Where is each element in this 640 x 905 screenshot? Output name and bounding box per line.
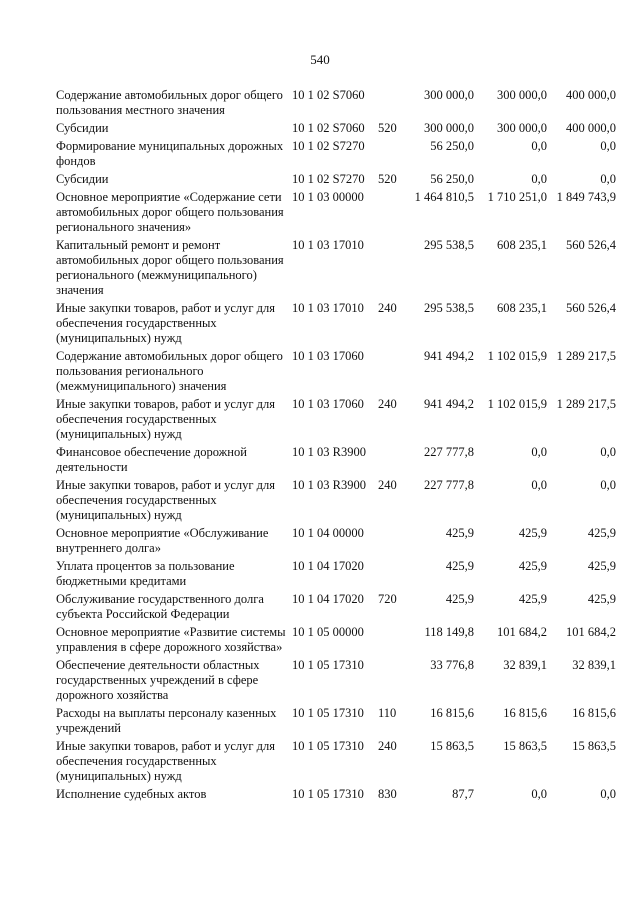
table-row (56, 139, 616, 169)
row-value-year-3: 400 000,0 (566, 88, 616, 102)
row-value-year-2: 608 235,1 (497, 238, 547, 252)
row-value-year-1: 300 000,0 (424, 88, 474, 102)
row-name: Основное мероприятие «Обслуживание внутреннего долга» (56, 526, 269, 555)
row-name: Основное мероприятие «Развитие системы управления в сфере дорожного хозяйства» (56, 625, 286, 654)
table-row (56, 445, 616, 475)
row-value-year-3: 101 684,2 (566, 625, 616, 639)
row-name: Содержание автомобильных дорог общего пользования регионального (межмуниципального) значения (56, 349, 283, 393)
table-row (56, 190, 616, 235)
row-code: 10 1 04 00000 (292, 526, 364, 540)
row-value-year-2: 0,0 (531, 445, 547, 459)
row-value-year-2: 425,9 (518, 592, 547, 606)
row-value-year-2: 300 000,0 (497, 88, 547, 102)
row-value-year-2: 608 235,1 (497, 301, 547, 315)
row-name: Иные закупки товаров, работ и услуг для обеспечения государственных (муниципальных) нужд (56, 739, 276, 783)
row-value-year-3: 1 289 217,5 (556, 349, 616, 363)
table-row (56, 397, 616, 442)
row-value-year-2: 16 815,6 (503, 706, 547, 720)
row-value-year-1: 87,7 (452, 787, 474, 801)
row-name: Исполнение судебных актов (56, 787, 207, 801)
row-name: Уплата процентов за пользование бюджетными кредитами (56, 559, 235, 588)
page-number: 540 (310, 52, 330, 67)
row-value-year-1: 295 538,5 (424, 301, 474, 315)
row-name: Расходы на выплаты персоналу казенных учреждений (56, 706, 277, 735)
row-value-year-1: 425,9 (445, 526, 474, 540)
row-value-year-2: 0,0 (531, 787, 547, 801)
row-value-year-3: 15 863,5 (572, 739, 616, 753)
table-row (56, 658, 616, 703)
row-value-year-1: 941 494,2 (424, 397, 474, 411)
row-name: Основное мероприятие «Содержание сети автомобильных дорог общего пользования регионального значения» (56, 190, 284, 234)
table-row (56, 526, 616, 556)
row-name: Содержание автомобильных дорог общего пользования местного значения (56, 88, 283, 117)
row-value-year-2: 15 863,5 (503, 739, 547, 753)
row-value-year-3: 1 289 217,5 (556, 397, 616, 411)
row-expense-type: 830 (378, 787, 397, 801)
row-value-year-2: 101 684,2 (497, 625, 547, 639)
row-code: 10 1 05 17310 (292, 739, 364, 753)
row-value-year-3: 1 849 743,9 (556, 190, 616, 204)
row-value-year-2: 0,0 (531, 172, 547, 186)
row-code: 10 1 02 S7060 (292, 88, 365, 102)
row-code: 10 1 05 17310 (292, 658, 364, 672)
row-value-year-1: 56 250,0 (430, 172, 474, 186)
row-value-year-1: 16 815,6 (430, 706, 474, 720)
row-code: 10 1 05 17310 (292, 706, 364, 720)
row-expense-type: 520 (378, 121, 397, 135)
row-code: 10 1 04 17020 (292, 592, 364, 606)
table-row (56, 787, 616, 802)
row-value-year-1: 425,9 (445, 559, 474, 573)
row-value-year-2: 300 000,0 (497, 121, 547, 135)
row-name: Обслуживание государственного долга субъекта Российской Федерации (56, 592, 264, 621)
row-name: Финансовое обеспечение дорожной деятельности (56, 445, 247, 474)
row-value-year-3: 16 815,6 (572, 706, 616, 720)
row-value-year-3: 0,0 (600, 445, 616, 459)
row-value-year-1: 425,9 (445, 592, 474, 606)
row-name: Субсидии (56, 172, 109, 186)
row-value-year-2: 1 102 015,9 (487, 397, 547, 411)
row-code: 10 1 02 S7270 (292, 139, 365, 153)
table-row (56, 301, 616, 346)
table-row (56, 121, 616, 136)
row-value-year-2: 1 102 015,9 (487, 349, 547, 363)
row-name: Формирование муниципальных дорожных фондов (56, 139, 284, 168)
row-value-year-1: 33 776,8 (430, 658, 474, 672)
row-name: Субсидии (56, 121, 109, 135)
row-value-year-2: 425,9 (518, 526, 547, 540)
table-row (56, 349, 616, 394)
row-code: 10 1 03 17060 (292, 349, 364, 363)
table-row (56, 88, 616, 118)
budget-table (56, 88, 616, 805)
row-value-year-2: 32 839,1 (503, 658, 547, 672)
row-value-year-3: 0,0 (600, 139, 616, 153)
row-expense-type: 110 (378, 706, 397, 720)
row-name: Обеспечение деятельности областных государственных учреждений в сфере дорожного хозяйства (56, 658, 260, 702)
row-expense-type: 240 (378, 301, 397, 315)
row-code: 10 1 03 17010 (292, 238, 364, 252)
row-name: Капитальный ремонт и ремонт автомобильных дорог общего пользования регионального (межмуниципального) значения (56, 238, 284, 297)
row-value-year-1: 227 777,8 (424, 445, 474, 459)
row-code: 10 1 03 R3900 (292, 445, 366, 459)
row-expense-type: 520 (378, 172, 397, 186)
table-row (56, 559, 616, 589)
row-code: 10 1 04 17020 (292, 559, 364, 573)
table-row (56, 706, 616, 736)
row-value-year-3: 0,0 (600, 172, 616, 186)
row-value-year-1: 295 538,5 (424, 238, 474, 252)
table-row (56, 238, 616, 298)
row-expense-type: 240 (378, 397, 397, 411)
row-value-year-3: 425,9 (587, 526, 616, 540)
row-value-year-1: 941 494,2 (424, 349, 474, 363)
row-code: 10 1 03 17060 (292, 397, 364, 411)
row-name: Иные закупки товаров, работ и услуг для обеспечения государственных (муниципальных) нужд (56, 397, 276, 441)
row-expense-type: 240 (378, 739, 397, 753)
row-code: 10 1 05 00000 (292, 625, 364, 639)
row-value-year-1: 118 149,8 (424, 625, 474, 639)
row-code: 10 1 03 00000 (292, 190, 364, 204)
row-code: 10 1 05 17310 (292, 787, 364, 801)
row-value-year-3: 400 000,0 (566, 121, 616, 135)
table-row (56, 625, 616, 655)
row-name: Иные закупки товаров, работ и услуг для обеспечения государственных (муниципальных) нужд (56, 301, 276, 345)
row-expense-type: 240 (378, 478, 397, 492)
row-code: 10 1 02 S7270 (292, 172, 365, 186)
row-value-year-1: 56 250,0 (430, 139, 474, 153)
row-value-year-1: 227 777,8 (424, 478, 474, 492)
table-row (56, 172, 616, 187)
row-value-year-2: 425,9 (518, 559, 547, 573)
row-value-year-3: 0,0 (600, 478, 616, 492)
row-code: 10 1 02 S7060 (292, 121, 365, 135)
row-value-year-3: 32 839,1 (572, 658, 616, 672)
row-expense-type: 720 (378, 592, 397, 606)
row-value-year-2: 0,0 (531, 139, 547, 153)
row-value-year-3: 560 526,4 (566, 238, 616, 252)
row-value-year-1: 300 000,0 (424, 121, 474, 135)
row-value-year-1: 1 464 810,5 (414, 190, 474, 204)
row-code: 10 1 03 R3900 (292, 478, 366, 492)
row-value-year-3: 425,9 (587, 559, 616, 573)
table-row (56, 478, 616, 523)
row-value-year-2: 0,0 (531, 478, 547, 492)
row-code: 10 1 03 17010 (292, 301, 364, 315)
row-value-year-3: 560 526,4 (566, 301, 616, 315)
row-value-year-2: 1 710 251,0 (487, 190, 547, 204)
row-value-year-1: 15 863,5 (430, 739, 474, 753)
row-value-year-3: 425,9 (587, 592, 616, 606)
table-row (56, 739, 616, 784)
row-value-year-3: 0,0 (600, 787, 616, 801)
row-name: Иные закупки товаров, работ и услуг для обеспечения государственных (муниципальных) нужд (56, 478, 276, 522)
table-row (56, 592, 616, 622)
